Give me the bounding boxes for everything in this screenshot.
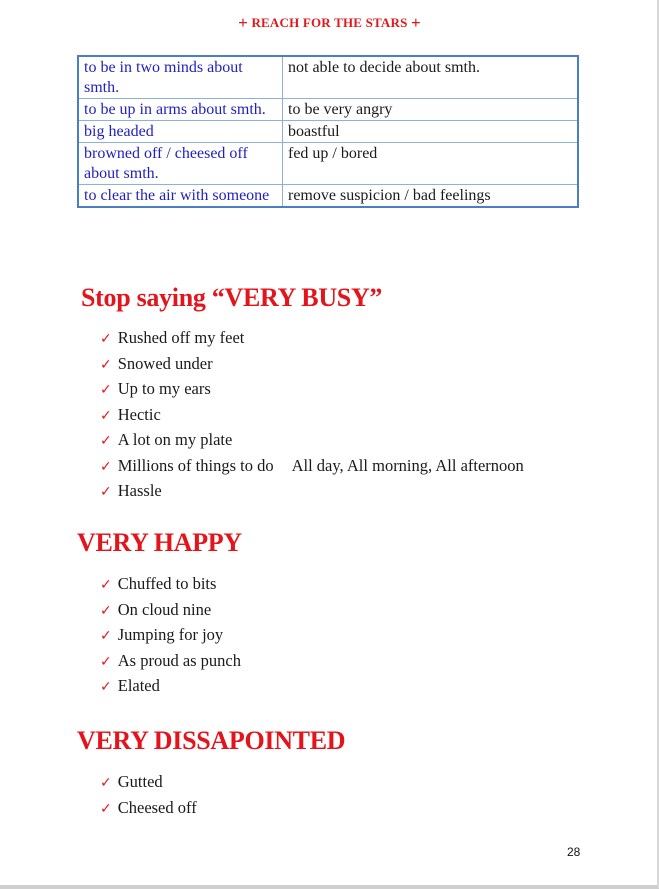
table-row [78, 99, 578, 121]
plus-icon-left: + [238, 13, 248, 32]
list-item [100, 428, 524, 454]
checkmark-icon: ✓ [100, 356, 112, 373]
checkmark-icon: ✓ [100, 433, 112, 449]
idiom-cell: big headed [78, 121, 283, 143]
checkmark-icon: ✓ [100, 602, 112, 619]
list-item [100, 352, 524, 378]
checkmark-icon: ✓ [100, 628, 112, 644]
very-busy-list [100, 326, 524, 505]
idioms-table [77, 55, 579, 208]
checkmark-icon: ✓ [100, 484, 112, 500]
table-row [78, 143, 578, 185]
page-number: 28 [567, 845, 581, 859]
table-row [78, 185, 578, 208]
table-row [78, 121, 578, 143]
list-item-text: Hectic [117, 404, 161, 424]
list-item-text: Millions of things to do [117, 455, 274, 475]
list-item-text: Rushed off my feet [117, 328, 245, 347]
meaning-cell: not able to decide about smth. [283, 56, 579, 99]
plus-icon-right: + [411, 13, 421, 32]
checkmark-icon: ✓ [100, 775, 112, 791]
list-item [100, 479, 524, 505]
list-item-text: Up to my ears [117, 379, 211, 398]
checkmark-icon: ✓ [100, 331, 112, 347]
section-title-very-busy: Stop saying “VERY BUSY” [81, 283, 383, 312]
header-title: REACH FOR THE STARS [251, 15, 408, 30]
meaning-cell: fed up / bored [283, 143, 579, 185]
list-item [100, 403, 524, 429]
list-item-text: Jumping for joy [117, 625, 224, 644]
checkmark-icon: ✓ [100, 679, 112, 695]
list-item-text: As proud as punch [117, 650, 242, 670]
list-item [100, 598, 241, 624]
list-item-text: Chuffed to bits [117, 574, 217, 593]
meaning-cell: remove suspicion / bad feelings [283, 185, 579, 208]
list-item-text: Snowed under [117, 353, 213, 373]
very-happy-list [100, 572, 241, 700]
checkmark-icon: ✓ [100, 458, 112, 475]
idiom-cell: to clear the air with someone [78, 185, 283, 208]
list-item [100, 454, 524, 480]
checkmark-icon: ✓ [100, 653, 112, 670]
checkmark-icon: ✓ [100, 407, 112, 424]
list-item-text: Gutted [117, 772, 163, 791]
checkmark-icon: ✓ [100, 382, 112, 398]
list-item-text: Hassle [117, 481, 162, 500]
checkmark-icon: ✓ [100, 800, 112, 817]
list-item [100, 326, 524, 352]
list-item-text: Elated [117, 676, 160, 695]
list-item [100, 649, 241, 675]
list-item [100, 377, 524, 403]
meaning-cell: boastful [283, 121, 579, 143]
very-disappointed-list [100, 770, 197, 821]
checkmark-icon: ✓ [100, 577, 112, 593]
table-row [78, 56, 578, 99]
idiom-cell: browned off / cheesed off about smth. [78, 143, 283, 185]
list-item-text: A lot on my plate [117, 430, 233, 449]
section-title-very-happy: VERY HAPPY [77, 528, 242, 557]
list-item [100, 572, 241, 598]
meaning-cell: to be very angry [283, 99, 579, 121]
list-item [100, 623, 241, 649]
page-header [0, 13, 659, 33]
list-item [100, 674, 241, 700]
list-item-extra-text: All day, All morning, All afternoon [291, 455, 524, 475]
list-item [100, 770, 197, 796]
list-item-text: Cheesed off [117, 797, 197, 817]
list-item-text: On cloud nine [117, 599, 212, 619]
idiom-cell: to be in two minds about smth. [78, 56, 283, 99]
section-title-very-disappointed: VERY DISSAPOINTED [77, 726, 346, 755]
list-item [100, 796, 197, 822]
idiom-cell: to be up in arms about smth. [78, 99, 283, 121]
